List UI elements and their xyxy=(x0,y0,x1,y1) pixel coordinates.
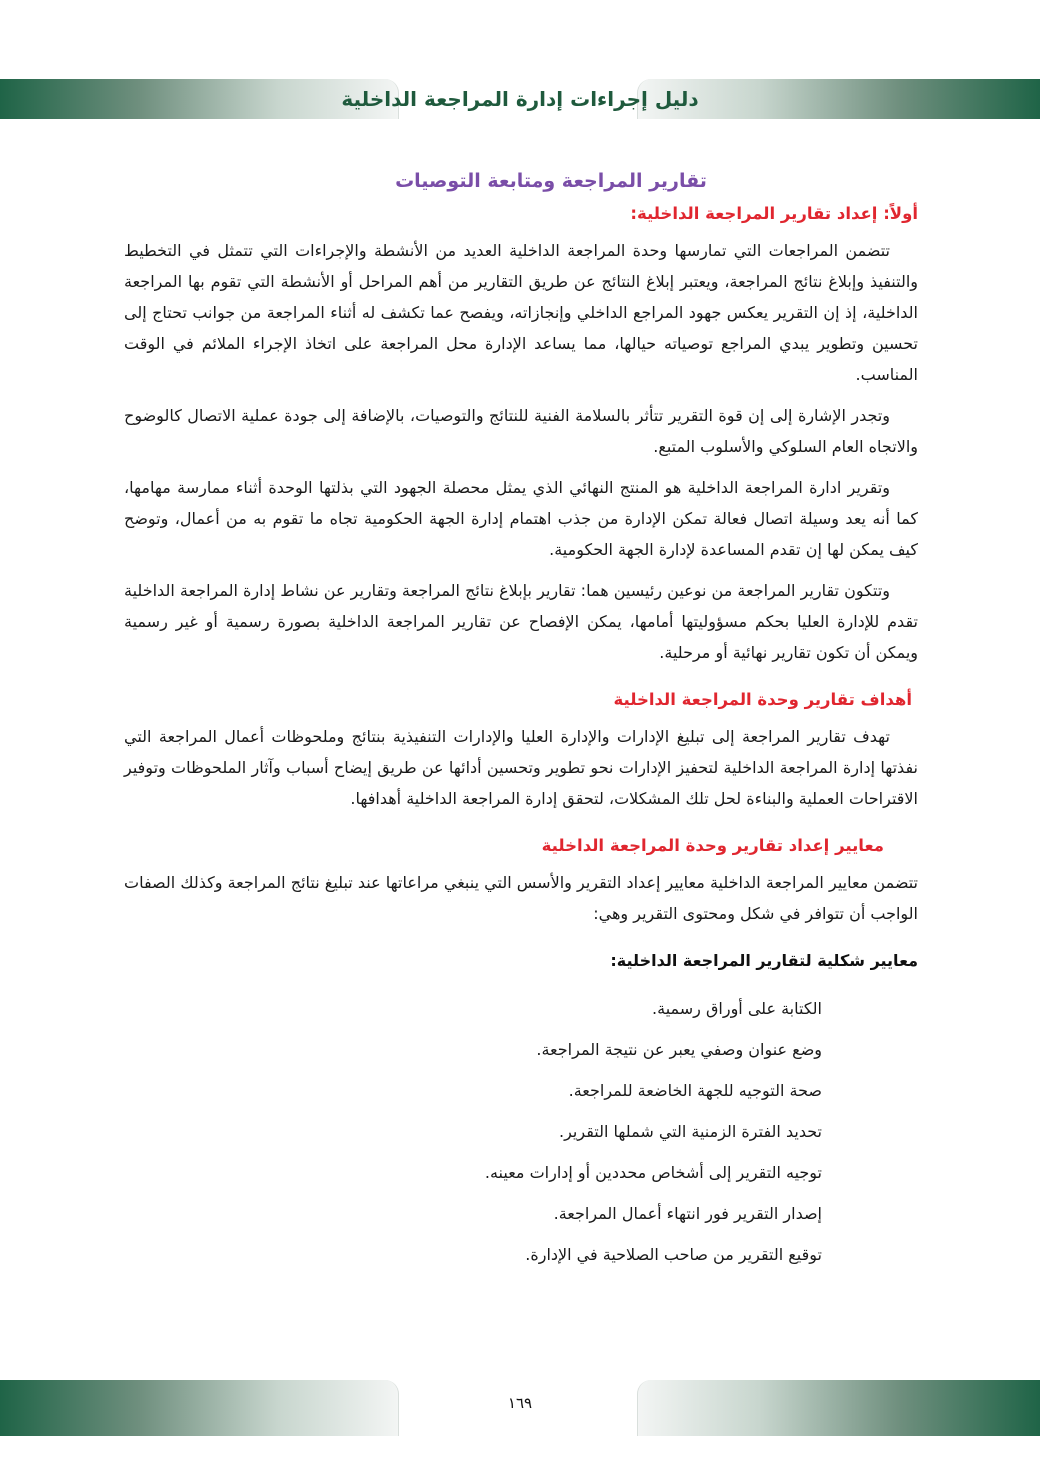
list-item: إصدار التقرير فور انتهاء أعمال المراجعة. xyxy=(553,1204,822,1223)
paragraph-final-product: وتقرير ادارة المراجعة الداخلية هو المنتج النهائي الذي يمثل محصلة الجهود التي بذلتها الوحدة أثناء ممارسة مهامها، كما أنه يعد وسيلة اتصال فعالة تمكن الإدارة من جذب اهتمام إدارة الجهة الحكومية تجاه ما تقوم به من أعمال، وتوضح كيف يمكن لها إن تقدم المساعدة لإدارة الجهة الحكومية. xyxy=(124,478,918,559)
list-item: الكتابة على أوراق رسمية. xyxy=(652,999,822,1018)
list-item: صحة التوجيه للجهة الخاضعة للمراجعة. xyxy=(568,1081,822,1100)
list-item: توقيع التقرير من صاحب الصلاحية في الإدارة. xyxy=(525,1245,822,1264)
list-item: تحديد الفترة الزمنية التي شملها التقرير. xyxy=(559,1122,822,1141)
paragraph-report-strength: وتجدر الإشارة إلى إن قوة التقرير تتأثر بالسلامة الفنية للنتائج والتوصيات، بالإضافة إلى جودة عملية الاتصال كالوضوح والاتجاه العام السلوكي والأسلوب المتبع. xyxy=(124,406,918,456)
paragraph-standards: تتضمن معايير المراجعة الداخلية معايير إعداد التقرير والأسس التي ينبغي مراعاتها عند تبليغ نتائج المراجعة وكذلك الصفات الواجب أن تتوافر في شكل ومحتوى التقرير وهي: xyxy=(124,873,918,923)
page-title: تقارير المراجعة ومتابعة التوصيات xyxy=(395,170,707,192)
page-content xyxy=(124,166,918,1275)
formal-standards-list xyxy=(124,988,918,1275)
page-number: ١٦٩ xyxy=(507,1394,533,1412)
document-header-title: دليل إجراءات إدارة المراجعة الداخلية xyxy=(341,87,699,111)
list-item: توجيه التقرير إلى أشخاص محددين أو إدارات معينه. xyxy=(484,1163,822,1182)
section-heading-preparing-reports: أولاً: إعداد تقارير المراجعة الداخلية: xyxy=(630,204,918,223)
subheading-formal-standards: معايير شكلية لتقارير المراجعة الداخلية: xyxy=(610,951,918,970)
paragraph-report-types: وتتكون تقارير المراجعة من نوعين رئيسين هما: تقارير بإبلاغ نتائج المراجعة وتقارير عن نشاط إدارة المراجعة الداخلية تقدم للإدارة العليا بحكم مسؤوليتها أمامها، يمكن الإفصاح عن تقارير المراجعة الداخلية بصورة رسمية أو غير رسمية ويمكن أن تكون تقارير نهائية أو مرحلية. xyxy=(124,581,918,662)
section-heading-objectives: أهداف تقارير وحدة المراجعة الداخلية xyxy=(613,690,912,709)
section-heading-standards: معايير إعداد تقارير وحدة المراجعة الداخلية xyxy=(541,836,884,855)
paragraph-objectives: تهدف تقارير المراجعة إلى تبليغ الإدارات والإدارة العليا والإدارات التنفيذية بنتائج وملحوظات أعمال المراجعة التي نفذتها إدارة المراجعة الداخلية لتحفيز الإدارات نحو تطوير وتحسين أدائها عن طريق إيضاح أسباب وآثار الملحوظات وتوفير الاقتراحات العملية والبناءة لحل تلك المشكلات، لتحقق إدارة المراجعة الداخلية أهدافها. xyxy=(124,727,918,808)
paragraph-reports-intro: تتضمن المراجعات التي تمارسها وحدة المراجعة الداخلية العديد من الأنشطة والإجراءات التي تتمثل في التخطيط والتنفيذ وإبلاغ نتائج المراجعة، ويعتبر إبلاغ النتائج عن طريق التقارير من أهم المراحل أو الأنشطة التي تقوم بها المراجعة الداخلية، إذ إن التقرير يعكس جهود المراجع الداخلي وإنجازاته، ويفصح عما تكشف له أثناء المراجعة من جوانب تحتاج إلى تحسين وتطوير يبدي المراجع توصياته حيالها، مما يساعد الإدارة محل المراجعة على اتخاذ الإجراء الملائم في الوقت المناسب. xyxy=(124,241,918,384)
list-item: وضع عنوان وصفي يعبر عن نتيجة المراجعة. xyxy=(536,1040,822,1059)
